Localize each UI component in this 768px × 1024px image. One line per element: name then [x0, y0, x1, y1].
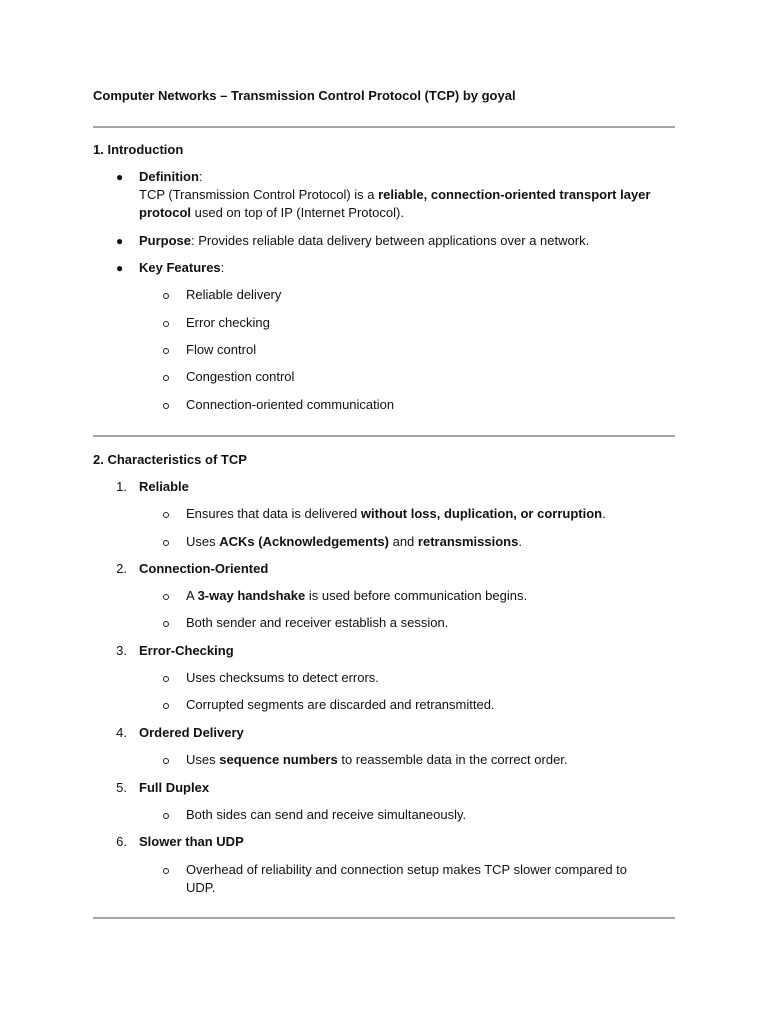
- sub-bullet-icon: [163, 375, 169, 381]
- divider: [93, 435, 675, 437]
- detail-text: .: [602, 506, 606, 521]
- definition-text: used on top of IP (Internet Protocol).: [191, 205, 404, 220]
- purpose-text: : Provides reliable data delivery between applications over a network.: [191, 233, 590, 248]
- feature-item: Congestion control: [186, 369, 295, 384]
- detail-text: .: [518, 534, 522, 549]
- detail-emphasis: 3-way handshake: [197, 588, 306, 603]
- list-number: 4.: [116, 725, 127, 740]
- characteristic-detail: UDP.: [186, 880, 216, 895]
- definition-text-line-2: [139, 204, 404, 222]
- characteristic-detail: Corrupted segments are discarded and retransmitted.: [186, 697, 495, 712]
- sub-bullet-icon: [163, 676, 169, 682]
- list-number: 6.: [116, 834, 127, 849]
- characteristic-detail: [186, 751, 568, 769]
- definition-text-line-1: [139, 186, 650, 204]
- list-number: 2.: [116, 561, 127, 576]
- sub-bullet-icon: [163, 293, 169, 299]
- sub-bullet-icon: [163, 758, 169, 764]
- sub-bullet-icon: [163, 813, 169, 819]
- sub-bullet-icon: [163, 621, 169, 627]
- list-number: 3.: [116, 643, 127, 658]
- definition-text: TCP (Transmission Control Protocol) is a: [139, 187, 379, 202]
- sub-bullet-icon: [163, 868, 169, 874]
- detail-emphasis: ACKs (Acknowledgements): [219, 534, 389, 549]
- section-heading-characteristics: 2. Characteristics of TCP: [93, 452, 247, 467]
- characteristic-detail: Both sender and receiver establish a session.: [186, 615, 449, 630]
- bullet-icon: ●: [116, 234, 124, 248]
- detail-emphasis: without loss, duplication, or corruption: [360, 506, 603, 521]
- definition-colon: :: [198, 169, 203, 184]
- characteristic-detail: Overhead of reliability and connection setup makes TCP slower compared to: [186, 862, 628, 877]
- feature-item: Error checking: [186, 315, 270, 330]
- feature-item: Reliable delivery: [186, 287, 282, 302]
- detail-text: is used before communication begins.: [305, 588, 528, 603]
- sub-bullet-icon: [163, 540, 169, 546]
- divider: [93, 917, 675, 919]
- sub-bullet-icon: [163, 321, 169, 327]
- definition-label-line: [139, 168, 203, 186]
- sub-bullet-icon: [163, 594, 169, 600]
- bullet-icon: ●: [116, 170, 124, 184]
- characteristic-detail: [186, 533, 522, 551]
- detail-text: Ensures that data is delivered: [186, 506, 361, 521]
- characteristic-title: Connection-Oriented: [139, 561, 269, 576]
- sub-bullet-icon: [163, 403, 169, 409]
- divider: [93, 126, 675, 128]
- characteristic-title: Slower than UDP: [139, 834, 244, 849]
- sub-bullet-icon: [163, 348, 169, 354]
- characteristic-detail: Both sides can send and receive simultaneously.: [186, 807, 467, 822]
- detail-text: Uses: [186, 752, 220, 767]
- feature-item: Flow control: [186, 342, 257, 357]
- characteristic-detail: [186, 587, 527, 605]
- feature-item: Connection-oriented communication: [186, 397, 395, 412]
- characteristic-title: Ordered Delivery: [139, 725, 244, 740]
- detail-text: and: [388, 534, 418, 549]
- characteristic-title: Error-Checking: [139, 643, 234, 658]
- characteristic-title: Reliable: [139, 479, 189, 494]
- key-features-line: [139, 259, 224, 277]
- sub-bullet-icon: [163, 703, 169, 709]
- detail-text: Uses: [186, 534, 220, 549]
- characteristic-detail: Uses checksums to detect errors.: [186, 670, 379, 685]
- characteristic-detail: [186, 505, 606, 523]
- definition-label: Definition: [139, 169, 199, 184]
- definition-emphasis: reliable, connection-oriented transport layer: [378, 187, 651, 202]
- section-heading-introduction: 1. Introduction: [93, 142, 184, 157]
- definition-emphasis: protocol: [139, 205, 191, 220]
- list-number: 1.: [116, 479, 127, 494]
- key-features-label: Key Features: [139, 260, 221, 275]
- purpose-line: [139, 232, 589, 250]
- characteristic-title: Full Duplex: [139, 780, 210, 795]
- sub-bullet-icon: [163, 512, 169, 518]
- key-features-colon: :: [220, 260, 225, 275]
- document-title: Computer Networks – Transmission Control Protocol (TCP) by goyal: [93, 88, 516, 103]
- detail-text: to reassemble data in the correct order.: [337, 752, 568, 767]
- bullet-icon: ●: [116, 261, 124, 275]
- detail-emphasis: retransmissions: [417, 534, 519, 549]
- detail-text: A: [186, 588, 198, 603]
- list-number: 5.: [116, 780, 127, 795]
- detail-emphasis: sequence numbers: [219, 752, 338, 767]
- purpose-label: Purpose: [139, 233, 192, 248]
